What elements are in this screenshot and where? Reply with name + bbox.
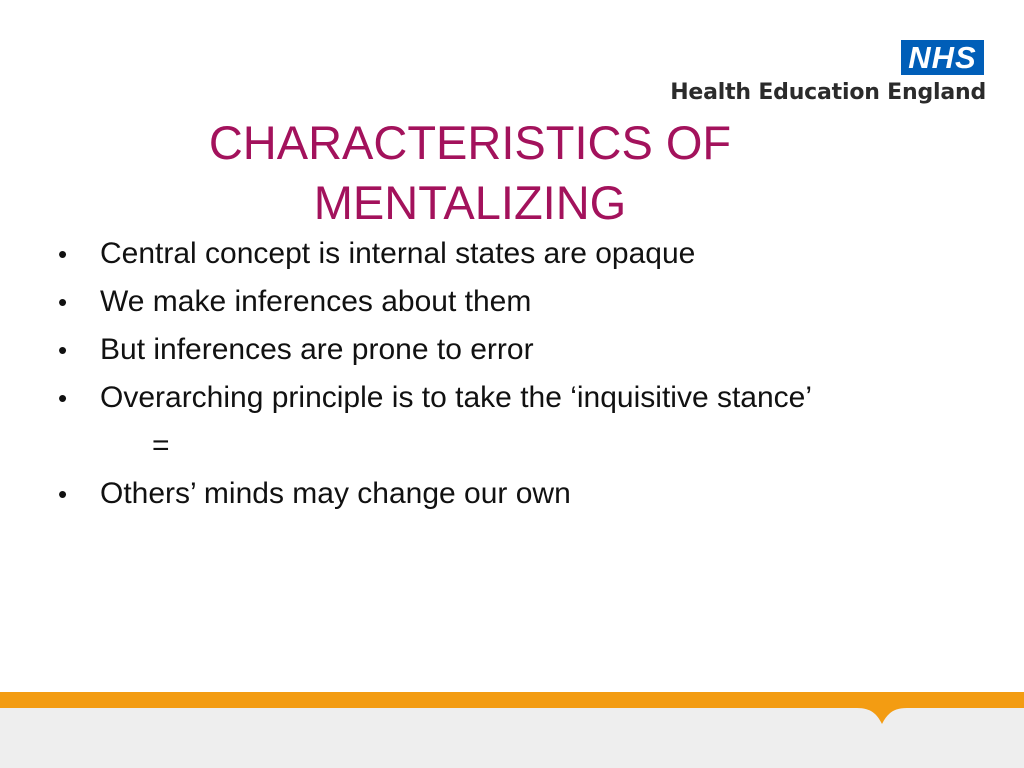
nhs-badge: NHS xyxy=(901,40,984,75)
bullet-item xyxy=(58,234,838,274)
bullet-item xyxy=(58,282,838,322)
bullet-text: But inferences are prone to error xyxy=(100,333,534,366)
footer-notch-shape xyxy=(857,706,907,726)
bullet-text: Overarching principle is to take the ‘inquisitive stance’ xyxy=(100,381,813,414)
nhs-hee-logo xyxy=(626,40,986,110)
equals-text: = xyxy=(152,429,170,462)
slide-title-line-2: MENTALIZING xyxy=(313,176,627,229)
slide-title-line-1: CHARACTERISTICS OF xyxy=(208,116,732,169)
slide-title xyxy=(160,113,780,233)
bullet-text: Central concept is internal states are opaque xyxy=(100,237,696,270)
bullet-item xyxy=(58,330,838,370)
bullet-item xyxy=(58,378,838,418)
bullet-item xyxy=(58,474,838,514)
bullet-text: Others’ minds may change our own xyxy=(100,477,571,510)
bullet-icon: • xyxy=(58,335,68,365)
bullet-icon: • xyxy=(58,383,68,413)
organization-name: Health Education England xyxy=(670,80,986,105)
bullet-icon: • xyxy=(58,287,68,317)
bullet-icon: • xyxy=(58,479,68,509)
equals-line xyxy=(58,426,838,466)
bullet-text: We make inferences about them xyxy=(100,285,532,318)
bullet-list xyxy=(58,234,838,522)
bullet-icon: • xyxy=(58,239,68,269)
